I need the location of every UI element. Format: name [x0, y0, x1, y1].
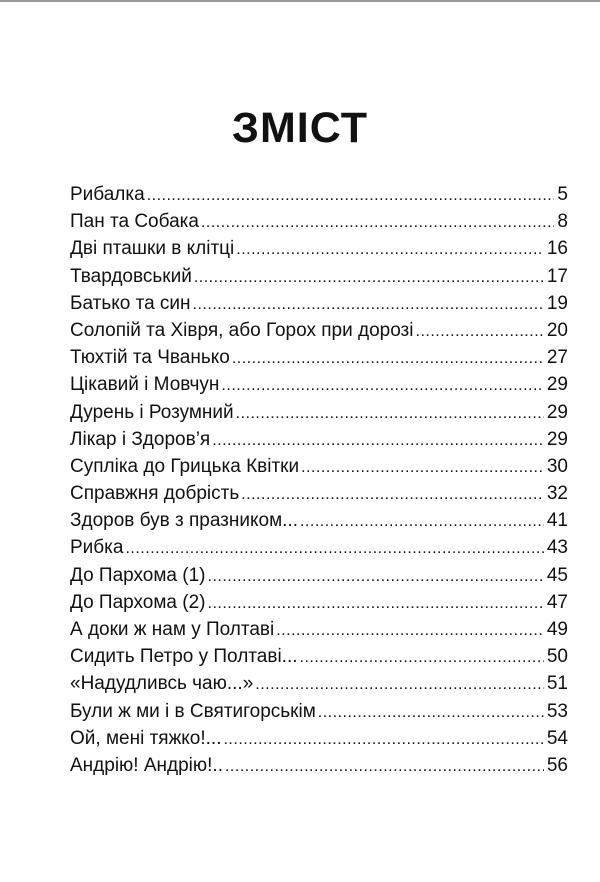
- toc-entry-page-number: 53: [546, 700, 568, 722]
- toc-dot-leader: [318, 699, 544, 726]
- toc-entry-title: Батько та син: [70, 292, 191, 314]
- toc-entry: [70, 263, 568, 290]
- toc-entry-title: Дві пташки в клітці: [70, 238, 235, 260]
- toc-entry-page-number: 56: [546, 754, 568, 776]
- toc-entry: [70, 534, 568, 561]
- page-top-border: [0, 0, 600, 2]
- toc-dot-leader: [301, 454, 544, 481]
- toc-dot-leader: [300, 508, 544, 535]
- toc-entry-title: Здоров був з празником...: [70, 510, 298, 532]
- toc-entry: [70, 725, 568, 752]
- toc-entry: [70, 643, 568, 670]
- toc-entry-title: А доки ж нам у Полтаві: [70, 619, 275, 640]
- toc-dot-leader: [223, 726, 543, 753]
- toc-entry: [70, 480, 568, 507]
- toc-entry-title: Пан та Собака: [70, 211, 199, 233]
- toc-entry-page-number: 19: [546, 292, 568, 314]
- toc-entry: [70, 589, 568, 616]
- toc-entry-page-number: 51: [546, 673, 568, 695]
- toc-entry-page-number: 8: [557, 211, 568, 233]
- toc-entry-page-number: 32: [546, 483, 568, 505]
- toc-entry-page-number: 29: [546, 401, 568, 423]
- toc-entry: [70, 426, 568, 453]
- toc-entry-title: Солопій та Хівря, або Горох при дорозі: [70, 319, 414, 341]
- toc-dot-leader: [212, 427, 544, 454]
- toc-entry-page-number: 5: [557, 184, 568, 205]
- page-title: ЗМІСТ: [232, 104, 368, 152]
- toc-dot-leader: [125, 535, 543, 562]
- toc-dot-leader: [194, 264, 544, 291]
- toc-dot-leader: [208, 590, 544, 617]
- toc-entry-title: Сидить Петро у Полтаві...: [70, 646, 298, 668]
- toc-entry-title: Рибалка: [70, 184, 145, 205]
- toc-dot-leader: [201, 209, 554, 236]
- toc-entry: [70, 670, 568, 697]
- toc-dot-leader: [236, 236, 544, 263]
- table-of-contents: [70, 181, 568, 779]
- toc-entry-page-number: 20: [546, 319, 568, 341]
- toc-dot-leader: [241, 481, 544, 508]
- toc-dot-leader: [255, 671, 544, 698]
- toc-entry-title: Рибка: [70, 537, 124, 559]
- toc-entry-page-number: 54: [546, 727, 568, 749]
- toc-entry-page-number: 41: [546, 510, 568, 532]
- toc-dot-leader: [193, 291, 544, 318]
- toc-dot-leader: [147, 182, 555, 209]
- toc-entry-page-number: 29: [546, 428, 568, 450]
- toc-entry-title: Твардовський: [70, 265, 192, 287]
- toc-entry: [70, 317, 568, 344]
- toc-entry: [70, 616, 568, 643]
- toc-dot-leader: [208, 563, 544, 590]
- toc-entry-title: Андрію! Андрію!..: [70, 754, 223, 776]
- toc-entry-title: Були ж ми і в Святигорськім: [70, 700, 316, 722]
- toc-entry-title: До Пархома (2): [70, 591, 206, 613]
- toc-entry-title: Дурень і Розумний: [70, 401, 234, 423]
- toc-entry-page-number: 43: [546, 537, 568, 559]
- toc-entry-title: «Надудливсь чаю...»: [70, 673, 254, 695]
- toc-entry: [70, 399, 568, 426]
- toc-entry-page-number: 50: [546, 646, 568, 668]
- toc-entry-title: До Пархома (1): [70, 564, 206, 586]
- toc-entry-page-number: 16: [546, 238, 568, 260]
- toc-dot-leader: [225, 753, 544, 780]
- toc-entry-page-number: 47: [546, 591, 568, 613]
- toc-dot-leader: [221, 372, 543, 399]
- toc-entry-page-number: 29: [546, 374, 568, 396]
- toc-entry-title: Тюхтій та Чванько: [70, 347, 230, 369]
- toc-entry-page-number: 49: [546, 619, 568, 640]
- toc-entry: [70, 290, 568, 317]
- toc-entry-title: Ой, мені тяжко!...: [70, 727, 222, 749]
- toc-entry: [70, 752, 568, 779]
- toc-dot-leader: [300, 644, 544, 671]
- toc-dot-leader: [236, 400, 544, 427]
- toc-entry: [70, 453, 568, 480]
- toc-dot-leader: [416, 318, 544, 345]
- toc-entry-title: Супліка до Грицька Квітки: [70, 455, 300, 477]
- toc-entry: [70, 208, 568, 235]
- toc-entry-page-number: 45: [546, 564, 568, 586]
- toc-entry: [70, 507, 568, 534]
- toc-entry-page-number: 30: [546, 455, 568, 477]
- toc-dot-leader: [232, 345, 544, 372]
- toc-entry: [70, 181, 568, 208]
- toc-entry-page-number: 27: [546, 347, 568, 369]
- toc-entry: [70, 698, 568, 725]
- toc-entry-title: Справжня добрість: [70, 483, 240, 505]
- toc-entry-title: Лікар і Здоров’я: [70, 428, 211, 450]
- toc-entry: [70, 371, 568, 398]
- toc-dot-leader: [276, 617, 544, 644]
- toc-entry: [70, 562, 568, 589]
- toc-entry: [70, 344, 568, 371]
- toc-entry: [70, 235, 568, 262]
- toc-entry-page-number: 17: [546, 265, 568, 287]
- toc-entry-title: Цікавий і Мовчун: [70, 374, 220, 396]
